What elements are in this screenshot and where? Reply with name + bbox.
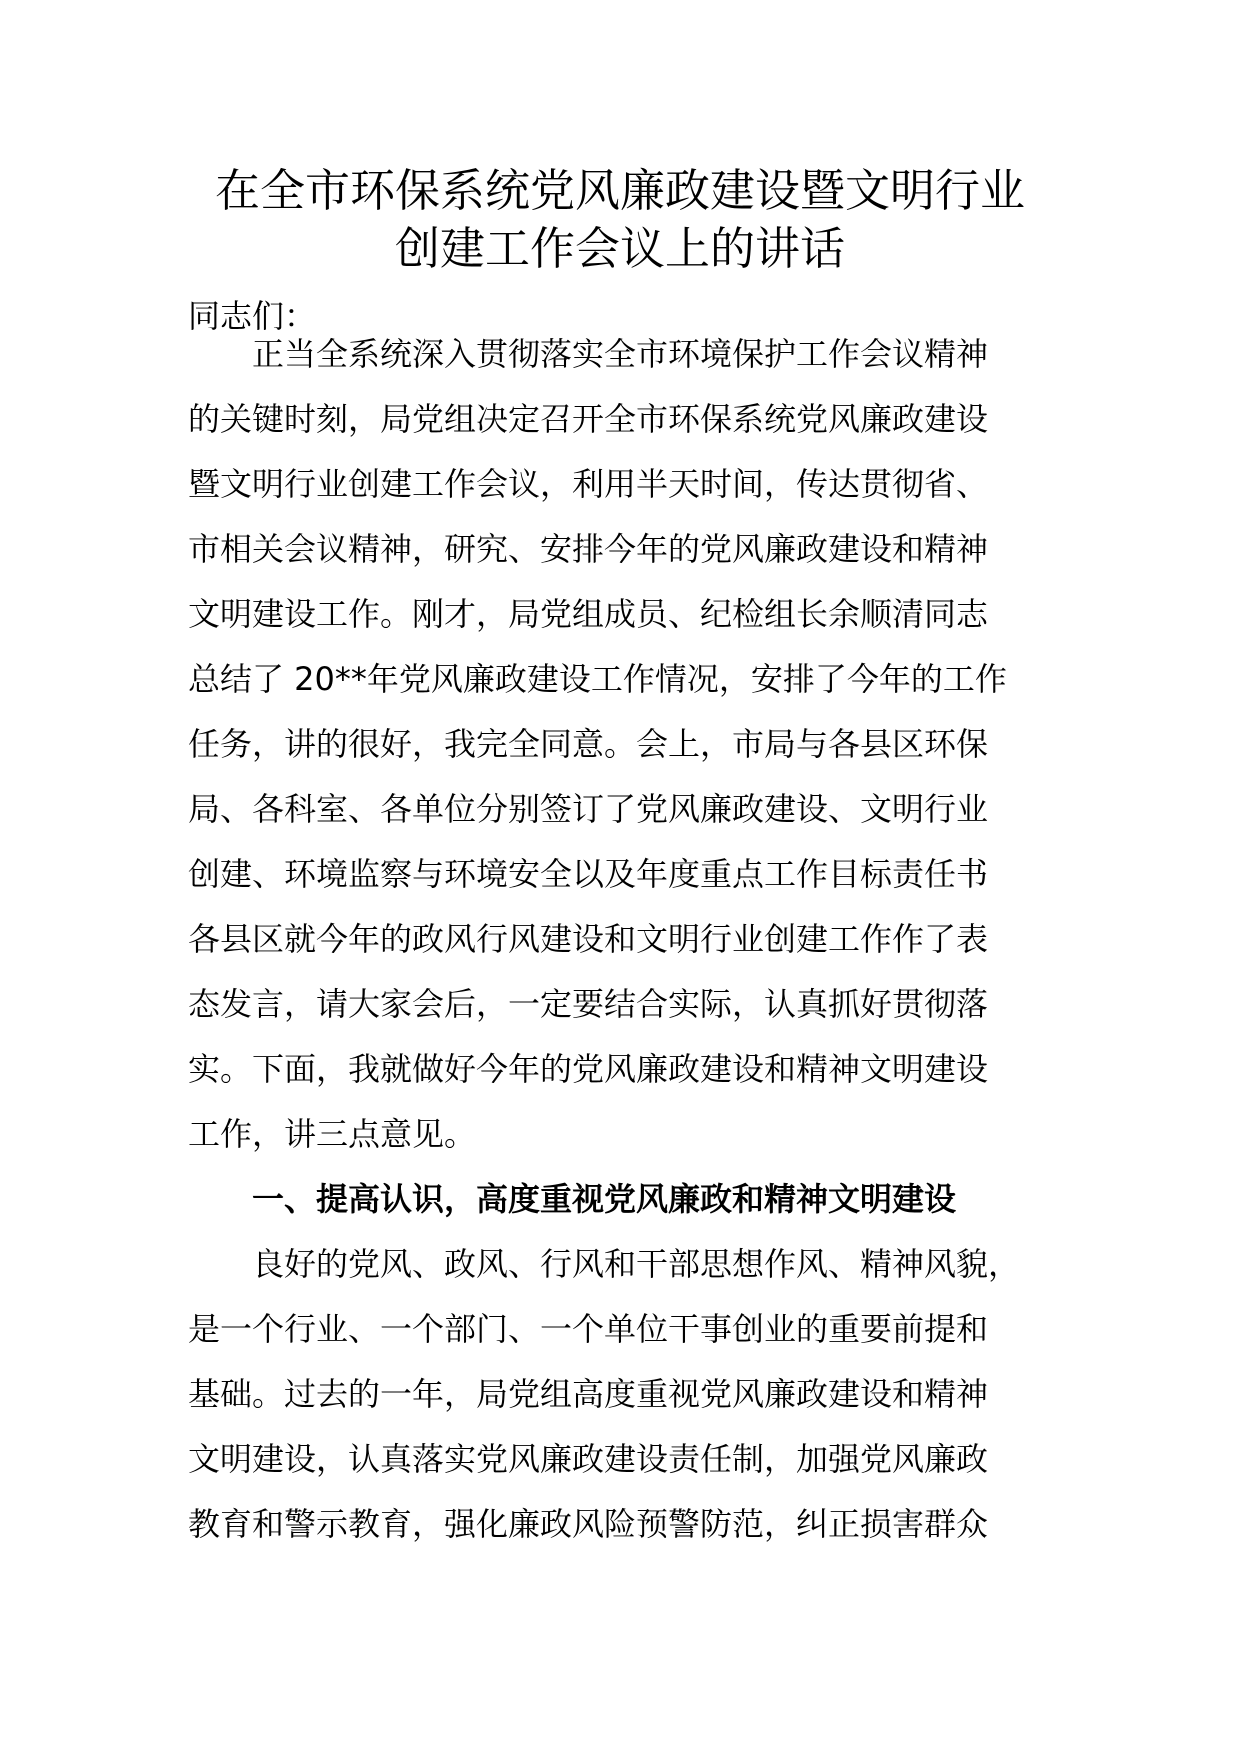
text-line: 教育和警示教育，强化廉政风险预警防范，纠正损害群众 <box>188 1505 989 1543</box>
title-line-1: 在全市环保系统党风廉政建设暨文明行业 <box>214 164 1025 217</box>
title-line-2: 创建工作会议上的讲话 <box>394 222 845 275</box>
text-line: 良好的党风、政风、行风和干部思想作风、精神风貌， <box>188 1245 1021 1283</box>
text-line: 局、各科室、各单位分别签订了党风廉政建设、文明行业 <box>188 790 989 828</box>
text-line: 的关键时刻，局党组决定召开全市环保系统党风廉政建设 <box>188 400 989 438</box>
text-line: 是一个行业、一个部门、一个单位干事创业的重要前提和 <box>188 1310 989 1348</box>
text-line: 总结了 20**年党风廉政建设工作情况，安排了今年的工作 <box>188 660 1007 698</box>
document-title <box>150 162 1090 278</box>
section-heading: 一、提高认识，高度重视党风廉政和精神文明建设 <box>188 1180 957 1218</box>
text-line: 创建、环境监察与环境安全以及年度重点工作目标责任书 <box>188 855 989 893</box>
text-line: 态发言，请大家会后，一定要结合实际，认真抓好贯彻落 <box>188 985 989 1023</box>
text-line: 文明建设工作。刚才，局党组成员、纪检组长余顺清同志 <box>188 595 989 633</box>
text-line: 各县区就今年的政风行风建设和文明行业创建工作作了表 <box>188 920 989 958</box>
text-line: 文明建设，认真落实党风廉政建设责任制，加强党风廉政 <box>188 1440 989 1478</box>
text-line: 工作，讲三点意见。 <box>188 1115 477 1153</box>
text-line: 暨文明行业创建工作会议，利用半天时间，传达贯彻省、 <box>188 465 989 503</box>
text-line: 实。下面，我就做好今年的党风廉政建设和精神文明建设 <box>188 1050 989 1088</box>
speech-body <box>188 322 1068 1557</box>
text-line: 正当全系统深入贯彻落实全市环境保护工作会议精神 <box>188 335 989 373</box>
salutation: 同志们： <box>188 297 317 335</box>
text-line: 基础。过去的一年，局党组高度重视党风廉政建设和精神 <box>188 1375 989 1413</box>
text-line: 任务，讲的很好，我完全同意。会上，市局与各县区环保 <box>188 725 989 763</box>
text-line: 市相关会议精神，研究、安排今年的党风廉政建设和精神 <box>188 530 989 568</box>
